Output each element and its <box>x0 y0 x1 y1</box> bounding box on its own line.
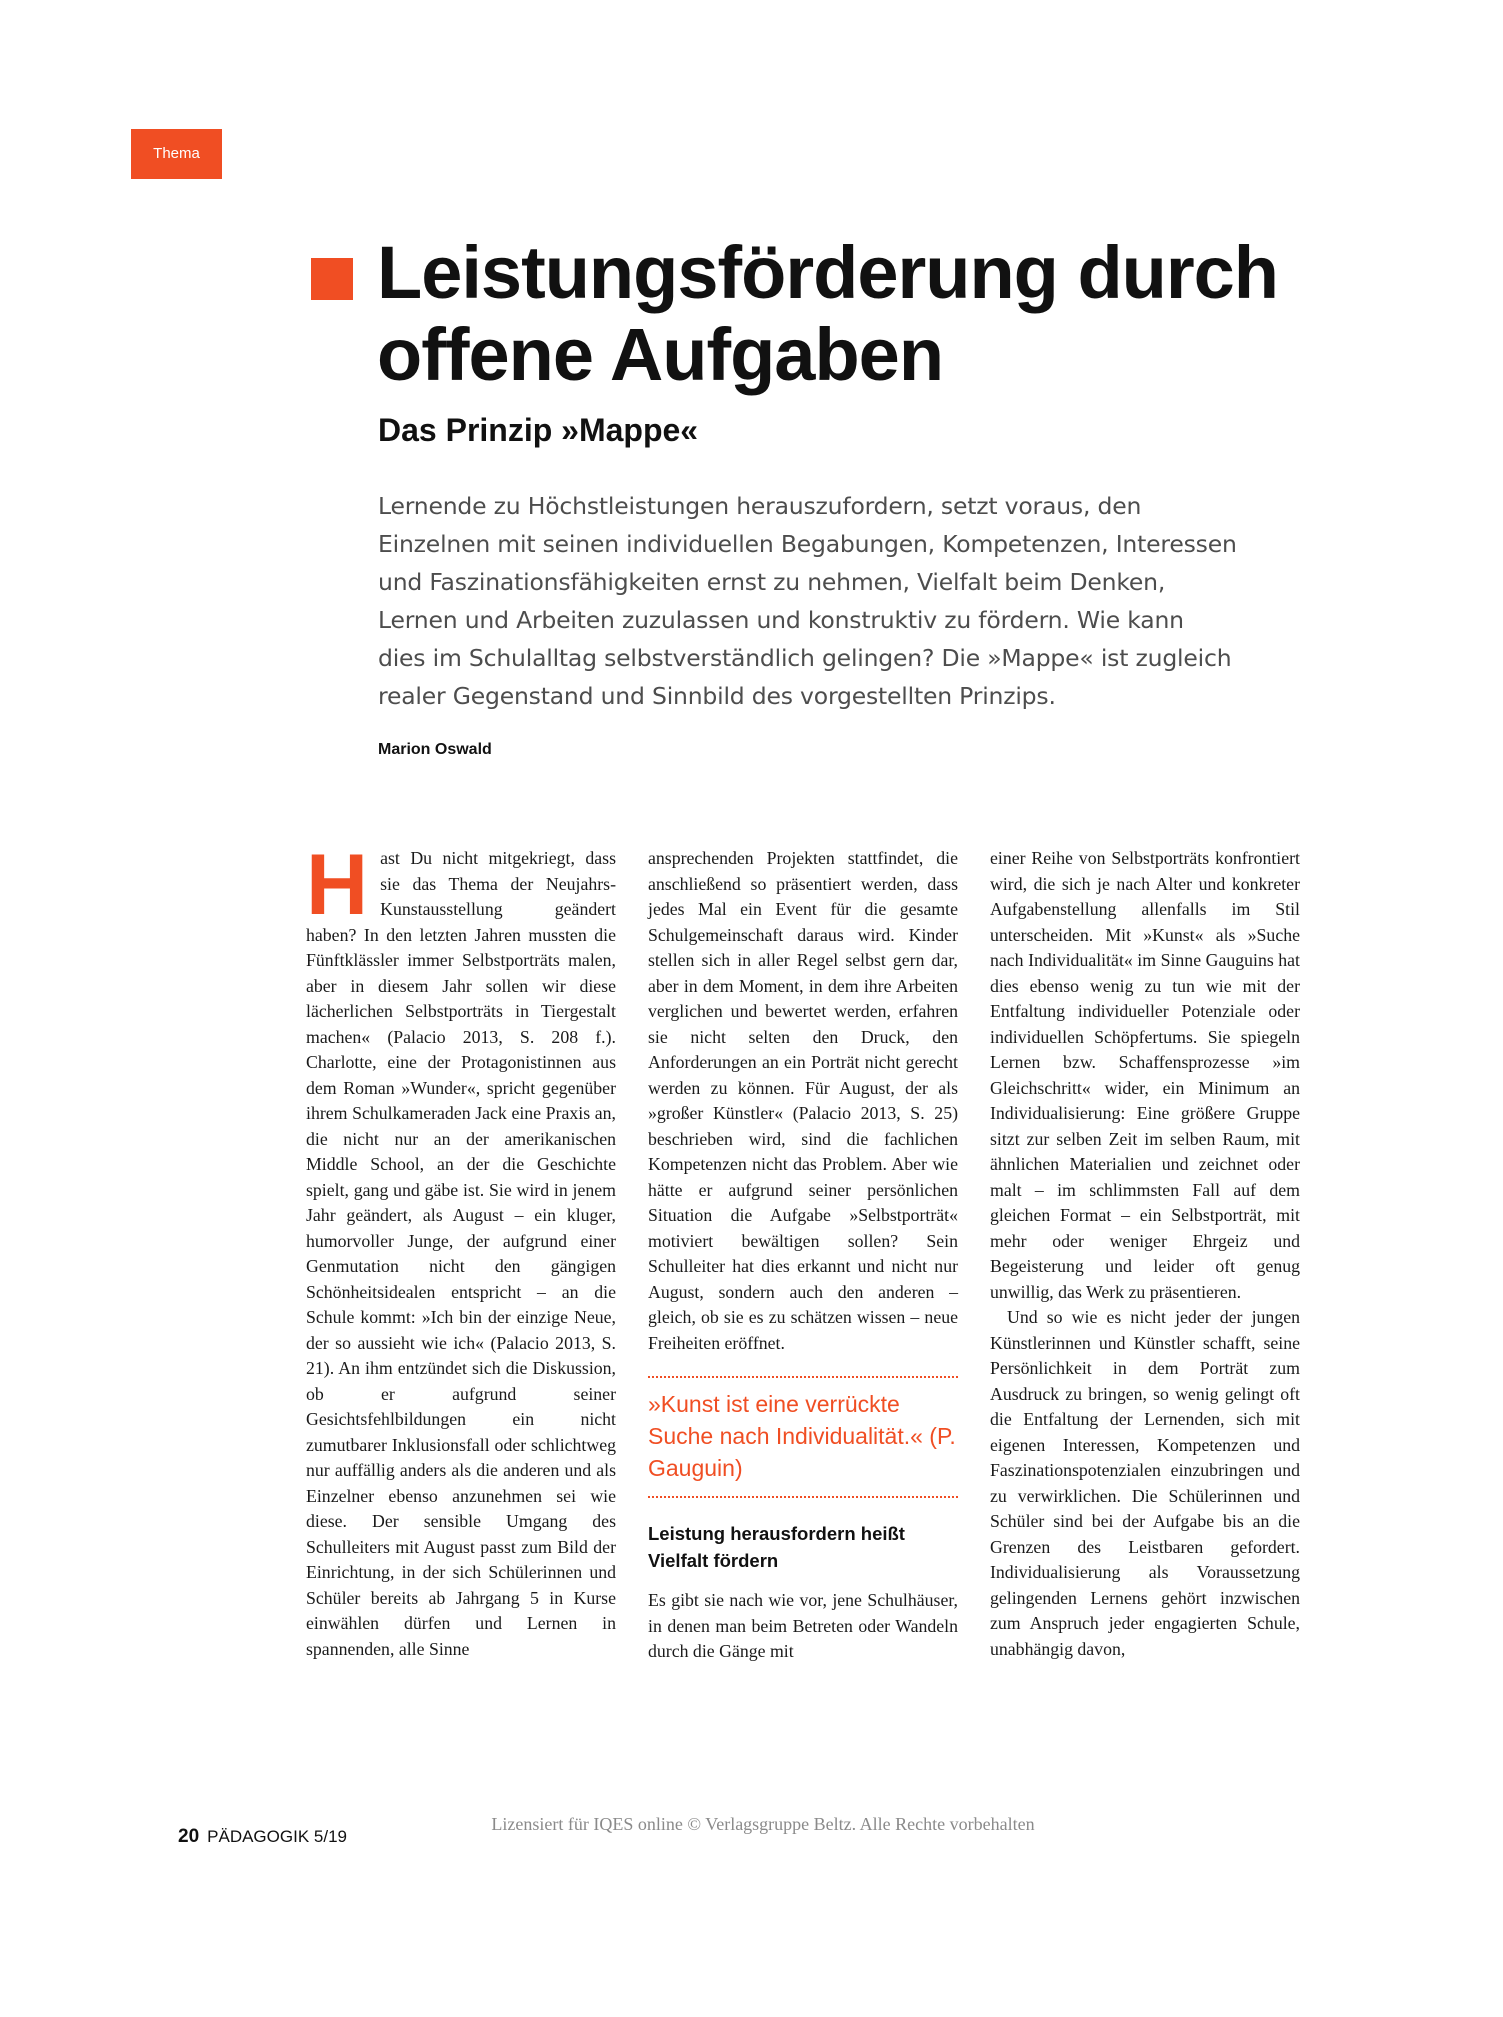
body-text-col2a: ansprechenden Projekten stattfindet, die anschließend so präsentiert werden, dass jedes Mal ein Event für die gesamte Schulgemeinschaft daraus wird. Kinder stellen sich in aller Regel selbst gern dar, aber in dem Moment, in dem ihre Arbeiten verglichen und bewertet werden, erfahren sie nicht selten den Druck, den Anforderungen an ein Porträt nicht gerecht werden zu können. Für August, der als »großer Künstler« (Palacio 2013, S. 25) beschrieben wird, sind die fachlichen Kompetenzen nicht das Problem. Aber wie hätte er aufgrund seiner persönlichen Situation die Aufgabe »Selbstporträt« motiviert bewältigen sollen? Sein Schulleiter hat dies erkannt und nicht nur August, sondern auch den anderen – gleich, ob sie es zu schätzen wissen – neue Freiheiten eröffnet. <box>648 848 958 1353</box>
body-text-col1: ast Du nicht mitgekriegt, dass sie das Thema der Neujahrs-Kunstausstellung geändert haben? In den letzten Jahren mussten die Fünftklässler immer Selbstporträts malen, aber in diesem Jahr sollen wir diese lächerlichen Selbstporträts in Tiergestalt machen« (Palacio 2013, S. 208 f.). Charlotte, eine der Protagonistinnen aus dem Roman »Wunder«, spricht gegenüber ihrem Schulkameraden Jack eine Praxis an, die nicht nur an der amerikanischen Middle School, an der die Geschichte spielt, gang und gäbe ist. Sie wird in jenem Jahr geändert, als August – ein kluger, humorvoller Junge, der aufgrund einer Genmutation nicht den gängigen Schönheitsidealen entspricht – an die Schule kommt: »Ich bin der einzige Neue, der so aussieht wie ich« (Palacio 2013, S. 21). An ihm entzündet sich die Diskussion, ob er aufgrund seiner Gesichtsfehlbildungen ein nicht zumutbarer Inklusionsfall oder schlichtweg nur auffällig anders als die anderen und als Einzelner ebenso anzunehmen sei wie diese. Der sensible Umgang des Schulleiters mit August passt zum Bild der Einrichtung, in der sich Schülerinnen und Schüler bereits ab Jahrgang 5 in Kurse einwählen dürfen und Lernen in spannenden, alle Sinne <box>306 848 616 1659</box>
body-text-col3b: Und so wie es nicht jeder der jungen Künstlerinnen und Künstler schafft, seine Persönlichkeit in dem Porträt zum Ausdruck zu bringen, so wenig gelingt oft die Entfaltung der Lernenden, sich mit eigenen Interessen, Kompetenzen und Faszinationspotenzialen einzubringen und zu verwirklichen. Die Schülerinnen und Schüler sind bei der Aufgabe bis an die Grenzen des Leistbaren gefordert. Individualisierung als Voraussetzung gelingenden Lernens gehört inzwischen zum Anspruch jeder engagierten Schule, unabhängig davon, <box>990 1307 1300 1659</box>
article-title: Leistungsförderung durch offene Aufgaben <box>377 231 1278 396</box>
drop-cap: H <box>306 837 369 933</box>
page-number: 20 <box>178 1826 200 1847</box>
body-column-1 <box>306 837 616 1662</box>
section-subhead: Leistung herausfordern heißt Vielfalt fördern <box>648 1523 905 1571</box>
body-column-2 <box>648 846 958 1665</box>
body-text-col3a: einer Reihe von Selbstporträts konfrontiert wird, die sich je nach Alter und konkreter Aufgabenstellung allenfalls im Stil unterscheiden. Mit »Kunst« als »Suche nach Individualität« im Sinne Gauguins hat dies ebenso wenig zu tun wie mit der Entfaltung individueller Potenziale oder individuellen Schöpfertums. Sie spiegeln Lernen bzw. Schaffensprozesse »im Gleichschritt« wider, ein Minimum an Individualisierung: Eine größere Gruppe sitzt zur selben Zeit im selben Raum, mit ähnlichen Materialien und zeichnet oder malt – im schlimmsten Fall auf dem gleichen Format – ein Selbstporträt, mit mehr oder weniger Ehrgeiz und Begeisterung und leider oft genug unwillig, das Werk zu präsentieren. <box>990 848 1300 1302</box>
pull-quote: »Kunst ist eine verrückte Suche nach Individualität.« (P. Gauguin) <box>648 1376 958 1498</box>
body-text-col2b: Es gibt sie nach wie vor, jene Schulhäuser, in denen man beim Betreten oder Wandeln durch die Gänge mit <box>648 1590 958 1661</box>
article-intro: Lernende zu Höchstleistungen herauszufordern, setzt voraus, den Einzelnen mit seinen individuellen Begabungen, Kompetenzen, Interessen und Faszinationsfähigkeiten ernst zu nehmen, Vielfalt beim Denken, Lernen und Arbeiten zuzulassen und konstruktiv zu fördern. Wie kann dies im Schulalltag selbstverständlich gelingen? Die »Mappe« ist zugleich realer Gegenstand und Sinnbild des vorgestellten Prinzips. <box>378 492 1237 710</box>
journal-name: PÄDAGOGIK 5/19 <box>207 1827 347 1846</box>
article-subtitle: Das Prinzip »Mappe« <box>378 412 699 448</box>
section-tag: Thema <box>131 129 222 179</box>
license-notice: Lizensiert für IQES online © Verlagsgruppe Beltz. Alle Rechte vorbehalten <box>491 1814 1035 1834</box>
page-footer <box>178 1826 347 1848</box>
article-author: Marion Oswald <box>378 741 492 758</box>
title-square-icon <box>311 258 353 300</box>
body-column-3 <box>990 846 1300 1662</box>
